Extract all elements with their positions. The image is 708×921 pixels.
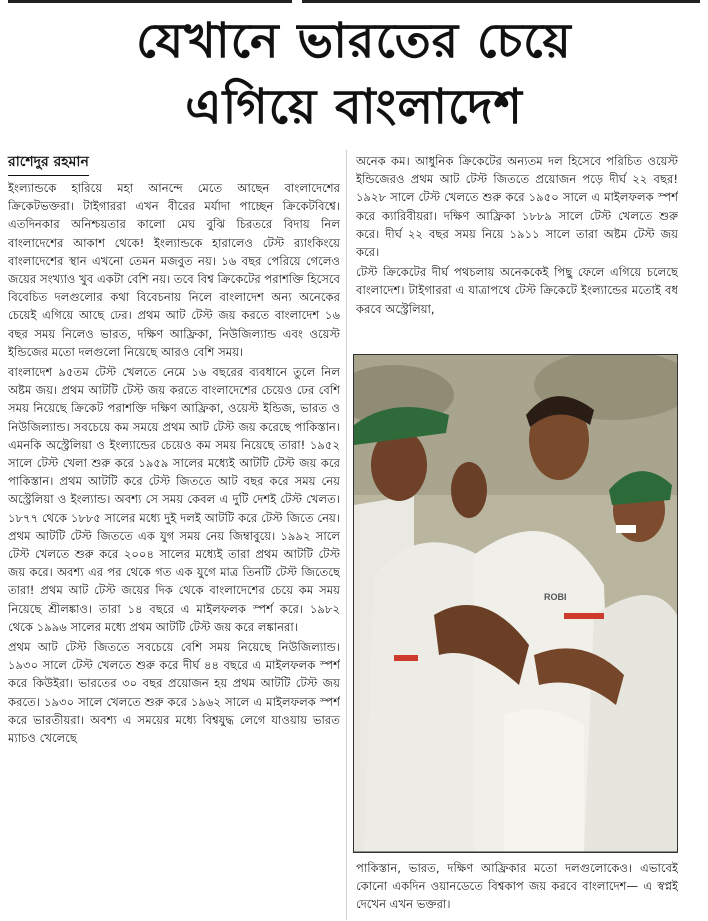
paragraph: পাকিস্তান, ভারত, দক্ষিণ আফ্রিকার মতো দলগুলোকেও। এভাবেই কোনো একদিন ওয়ানডেতে বিশ্বকাপ জয় করবে বাংলাদেশ— এ স্বপ্নই দেখেন এখন ভক্তরা।	[356, 861, 678, 912]
paragraph: টেস্ট ক্রিকেটের দীর্ঘ পথচলায় অনেককেই পিছু ফেলে এগিয়ে চলেছে বাংলাদেশ। টাইগাররা এ যাত্রাপথে টেস্ট ক্রিকেটে ইংল্যান্ডের মতোই বধ করবে অস্ট্রেলিয়া,	[356, 265, 678, 316]
column-divider	[346, 150, 347, 920]
headline-line-1: যেখানে ভারতের চেয়ে	[136, 13, 572, 69]
headline	[0, 8, 708, 140]
photo-jersey-sponsor: ROBI	[544, 592, 567, 602]
team-celebration-photo	[353, 354, 678, 853]
headline-line-2: এগিয়ে বাংলাদেশ	[185, 79, 523, 135]
paragraph: প্রথম আট টেস্ট জিততে সবচেয়ে বেশি সময় নিয়েছে নিউজিল্যান্ড। ১৯৩০ সালে টেস্ট খেলতে শুরু করে দীর্ঘ ৪৪ বছরে এ মাইলফলক স্পর্শ করে কিউইরা। ভারতের ৩০ বছর প্রয়োজন হয় প্রথম আটটি টেস্ট জয় করতে। ১৯৩০ সালে খেলতে শুরু করে ১৯৬২ সালে এ মাইলফলক স্পর্শ করে ভারতীয়রা। অবশ্য এ সময়ের মধ্যে বিশ্বযুদ্ধ লেগে যাওয়ায় ভারত ম্যাচও খেলেছে	[8, 640, 340, 746]
top-rule-right	[302, 0, 700, 3]
byline: রাশেদুর রহমান	[8, 150, 89, 176]
paragraph: ইংল্যান্ডকে হারিয়ে মহা আনন্দে মেতে আছেন বাংলাদেশের ক্রিকেটভক্তরা। টাইগাররা এখন বীরের মর্যাদা পাচ্ছেন ক্রিকেটবিশ্বে। এতদিনকার অনিশ্চয়তার কালো মেঘ বুঝি চিরতরে বিদায় নিল বাংলাদেশের আকাশ থেকে! ইংল্যান্ডকে হারালেও টেস্ট র‌্যাংকিংয়ে বাংলাদেশের স্থান এখনো তেমন মজবুত নয়। ১৬ বছর পেরিয়ে গেলেও জয়ের সংখ্যাও খুব একটা বেশি নয়। তবে বিশ্ব ক্রিকেটের পরাশক্তি হিসেবে বিবেচিত দলগুলোর কথা বিবেচনায় নিলে বাংলাদেশ অন্য অনেকের চেয়েই এগিয়ে আছে ঢের। প্রথম আট টেস্ট জয় করতে বাংলাদেশ ১৬ বছর সময় নিলেও ভারত, দক্ষিণ আফ্রিকা, নিউজিল্যান্ড এবং ওয়েস্ট ইন্ডিজের মতো দলগুলো নিয়েছে আরও বেশি সময়।	[8, 181, 340, 359]
article-column-right-top	[356, 152, 678, 342]
article-column-right-bottom	[356, 859, 678, 921]
paragraph: বাংলাদেশ ৯৫তম টেস্ট খেলতে নেমে ১৬ বছরের ব্যবধানে তুলে নিল অষ্টম জয়। প্রথম আটটি টেস্ট জয় করতে বাংলাদেশের চেয়েও ঢের বেশি সময় নিয়েছে ক্রিকেট পরাশক্তি দক্ষিণ আফ্রিকা, ওয়েস্ট ইন্ডিজ, ভারত ও নিউজিল্যান্ড। সবচেয়ে কম সময়ে প্রথম আট টেস্ট জয় করেছে পাকিস্তান। এমনকি অস্ট্রেলিয়া ও ইংল্যান্ডের চেয়েও কম সময় নিয়েছে তারা! ১৯৫২ সালে টেস্ট খেলা শুরু করে ১৯৫৯ সালের মধ্যেই আটটি টেস্ট জয় করে পাকিস্তান। প্রথম আটটি করে টেস্ট জিততে আট বছর করে সময় নেয় অস্ট্রেলিয়া ও ইংল্যান্ড। অবশ্য সে সময় কেবল এ দুটি দেশই টেস্ট খেলত। ১৮৭৭ থেকে ১৮৮৫ সালের মধ্যে দুই দলই আটটি করে টেস্ট জিতে নেয়। প্রথম আটটি টেস্ট জিততে এক যুগ সময় নেয় জিম্বাবুয়ে। ১৯৯২ সালে টেস্ট খেলতে শুরু করে ২০০৪ সালের মধ্যেই তারা প্রথম আটটি টেস্ট জয় করে। অবশ্য এর পর থেকে গত এক যুগে মাত্র তিনটি টেস্ট জিতেছে তারা! প্রথম আট টেস্ট জয়ের দিক থেকে বাংলাদেশের চেয়ে কম সময় নিয়েছে শ্রীলঙ্কাও। তারা ১৪ বছরে এ মাইলফলক স্পর্শ করে। ১৯৮২ থেকে ১৯৯৬ সালের মধ্যে প্রথম আটটি টেস্ট জয় করে লঙ্কানরা।	[8, 365, 340, 634]
top-rule-left	[8, 0, 292, 3]
paragraph: অনেক কম। আধুনিক ক্রিকেটের অন্যতম দল হিসেবে পরিচিত ওয়েস্ট ইন্ডিজেরও প্রথম আট টেস্ট জিততে প্রয়োজন পড়ে দীর্ঘ ২২ বছর! ১৯২৮ সালে টেস্ট খেলতে শুরু করে ১৯৫০ সালে এ মাইলফলক স্পর্শ করে ক্যারিবীয়রা। দক্ষিণ আফ্রিকা ১৮৮৯ সালে টেস্ট খেলতে শুরু করে। দীর্ঘ ২২ বছর সময় নিয়ে ১৯১১ সালে তারা অষ্টম টেস্ট জয় করে।	[356, 154, 678, 260]
article-column-left	[8, 179, 340, 919]
